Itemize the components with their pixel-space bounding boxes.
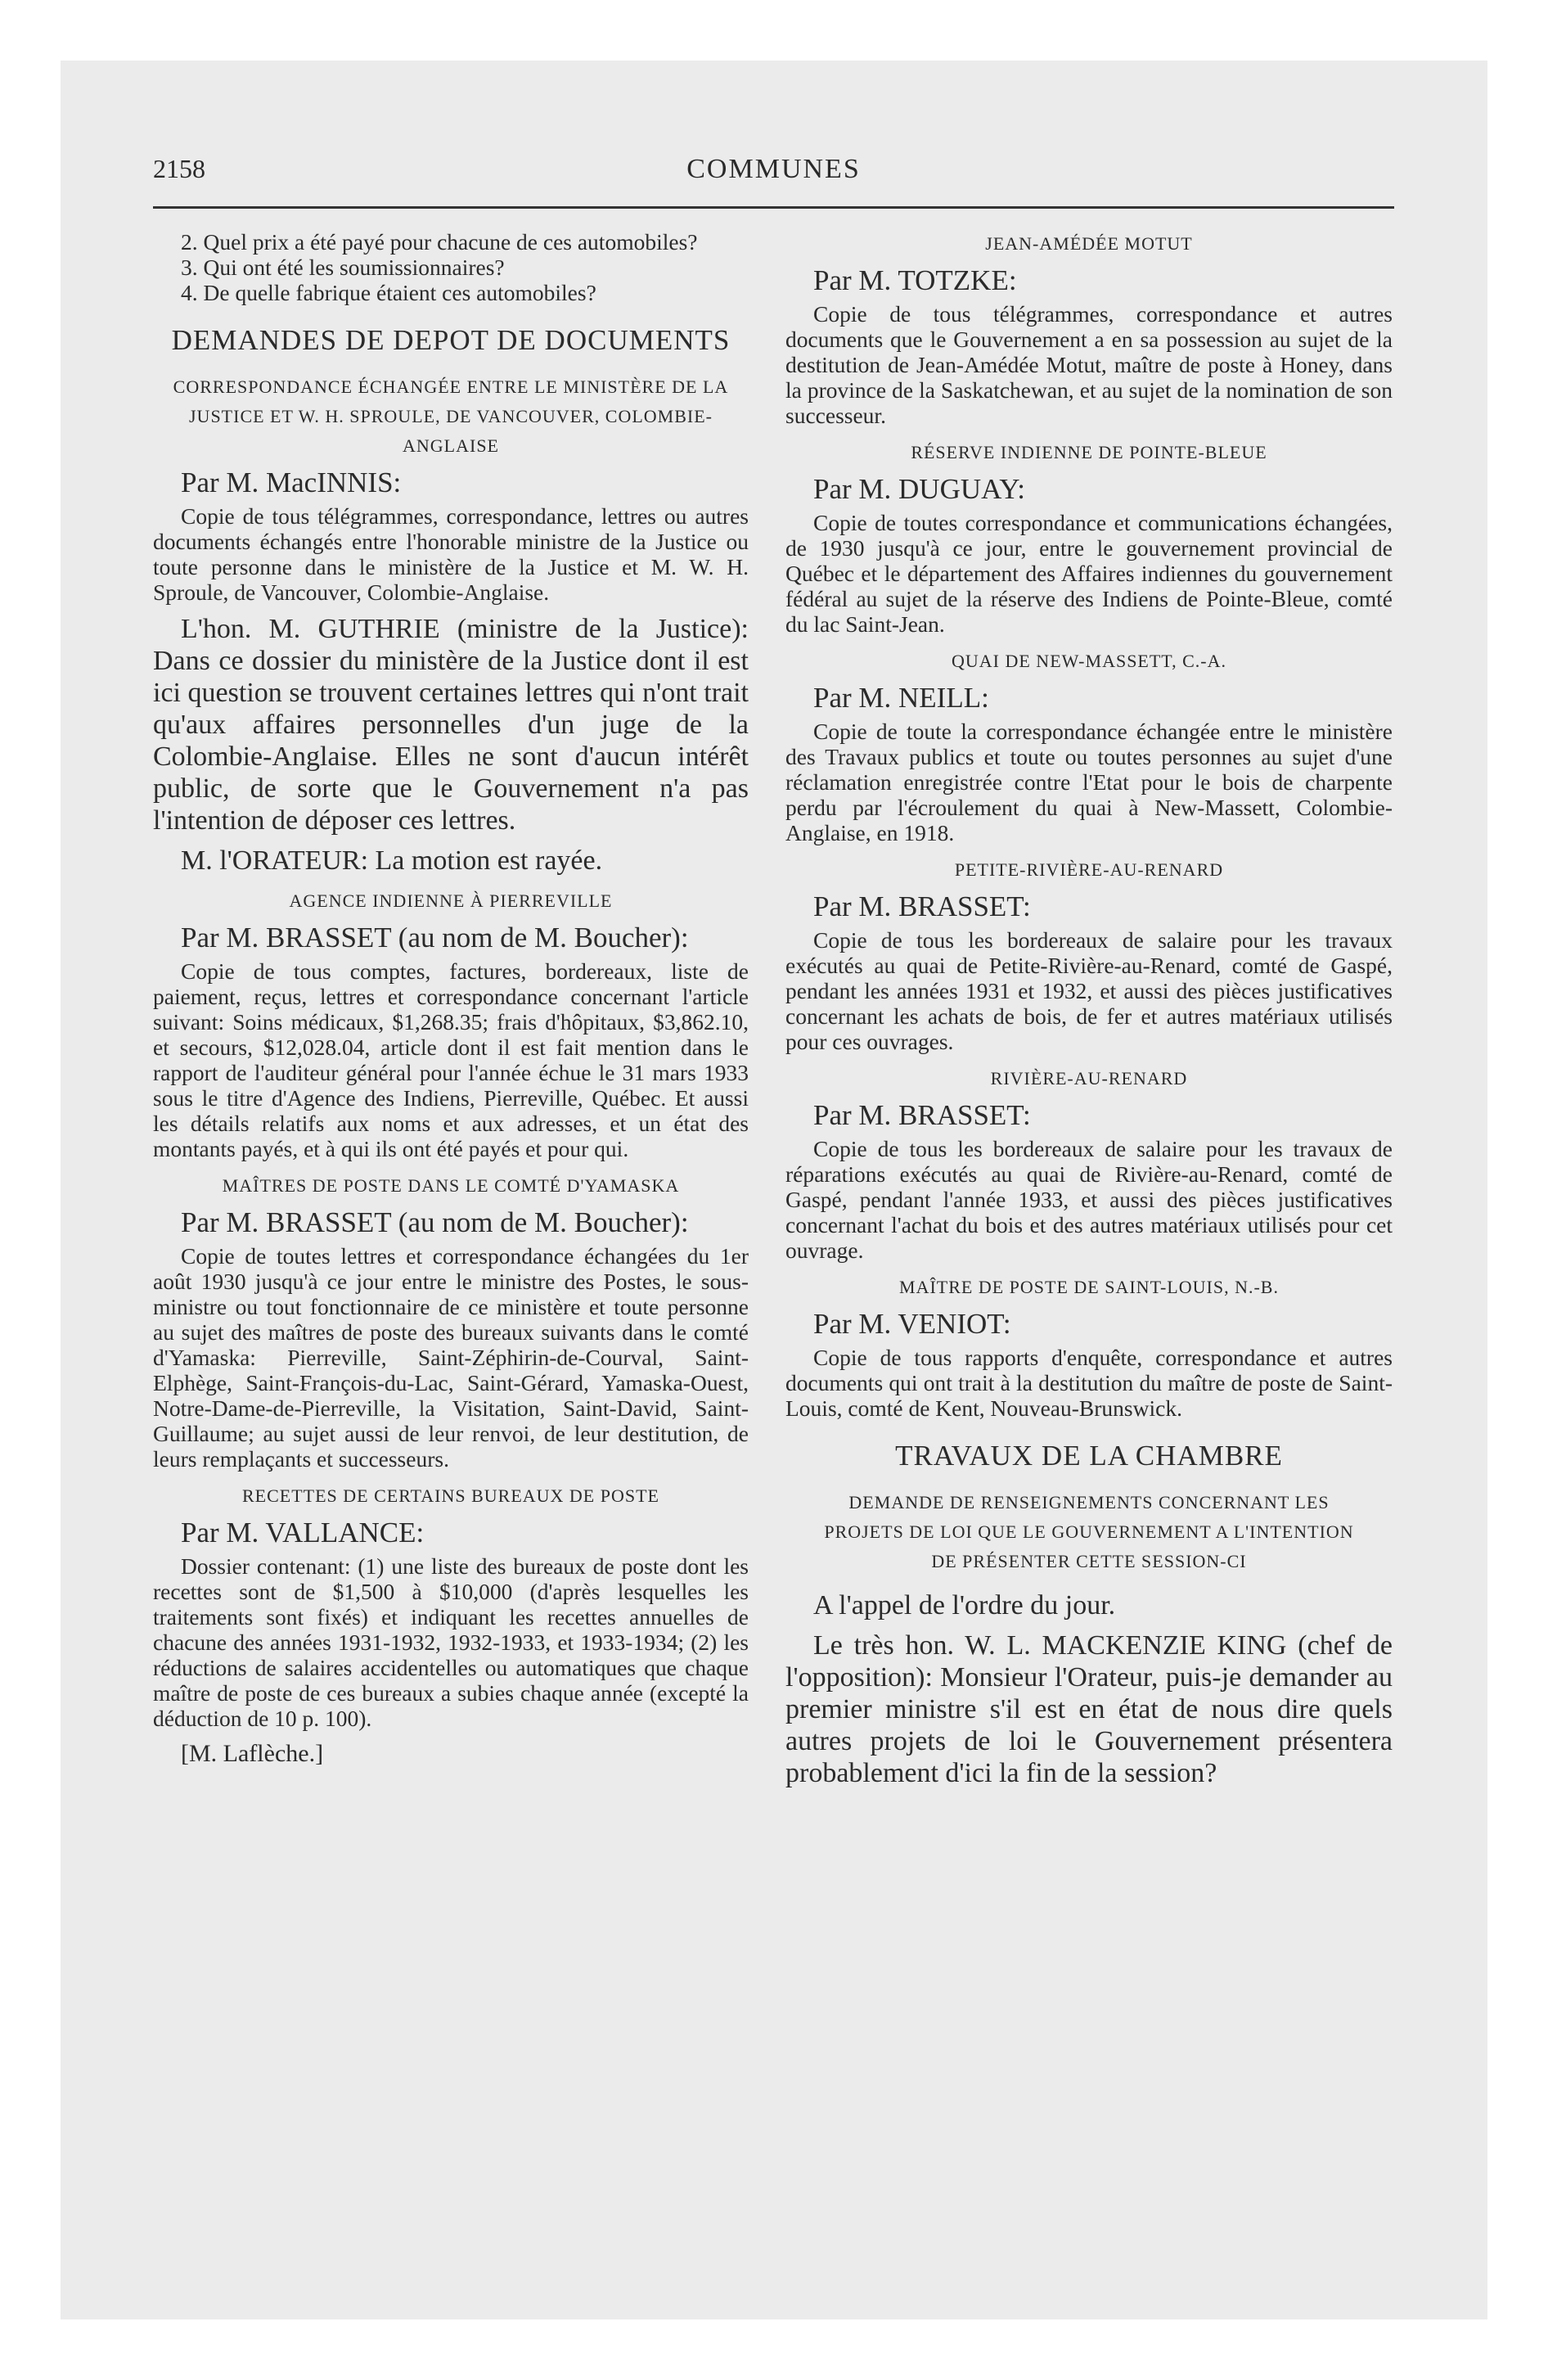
r1-text: Copie de tous télégrammes, correspondance et autres documents que le Gouvernement a en sa possession au sujet de la destitution de Jean-Amédée Motut, maître de poste à Honey, dans la province de la Saskatchewan, et au sujet de la nomination de son successeur. (785, 301, 1393, 428)
s3-title: MAÎTRES DE POSTE DANS LE COMTÉ D'YAMASKA (222, 1175, 680, 1196)
s1-text: Copie de tous télégrammes, correspondance, lettres ou autres documents échangés entre l'honorable ministre de la Justice ou toute personne dans le ministère de la Justice et M. W. H. Sproule, de Vancouver, Colombie-Anglaise. (153, 503, 749, 605)
s1-reply: L'hon. M. GUTHRIE (ministre de la Justice): Dans ce dossier du ministère de la Justice dont il est ici question se trouvent certaines lettres qui n'ont trait qu'aux affaires personnelles d'un juge de la Colombie-Anglaise. Elles ne sont d'aucun intérêt public, de sorte que le Gouvernement n'a pas l'intention de déposer ces lettres. (153, 614, 749, 836)
r5-title: RIVIÈRE-AU-RENARD (990, 1068, 1188, 1089)
r5-text: Copie de tous les bordereaux de salaire pour les travaux de réparations exécutés au quai de Rivière-au-Renard, comté de Gaspé, pendant l'année 1933, et aussi des pièces justificatives concernant l'achat du bois et des autres matériaux utilisés pour cet ouvrage. (785, 1136, 1393, 1263)
r4-mover: Par M. BRASSET: (813, 890, 1031, 922)
r1-title: JEAN-AMÉDÉE MOTUT (985, 233, 1193, 254)
s4-title: RECETTES DE CERTAINS BUREAUX DE POSTE (242, 1485, 659, 1506)
s4-text: Dossier contenant: (1) une liste des bureaux de poste dont les recettes sont de $1,500 à $10,000 (d'après lesquelles les traitements sont fixés) et indiquant les recettes annuelles de chacune des années 1931-1932, 1932-1933, et 1933-1934; (2) les réductions de salaires accidentelles ou automatiques que chaque maître de poste de ces bureaux a subies chaque année (excepté la déduction de 10 p. 100). (153, 1553, 749, 1731)
header-rule (153, 206, 1394, 209)
r4-text: Copie de tous les bordereaux de salaire pour les travaux exécutés au quai de Petite-Rivière-au-Renard, comté de Gaspé, pendant les années 1931 et 1932, et aussi des pièces justificatives concernant les achats de bois, de fer et autres matériaux utilisés pour ces ouvrages. (785, 927, 1393, 1054)
s1-mover: Par M. MacINNIS: (181, 467, 402, 498)
s4-mover: Par M. VALLANCE: (181, 1517, 425, 1548)
section-title: DEMANDES DE DEPOT DE DOCUMENTS (171, 324, 731, 356)
s3-text: Copie de toutes lettres et correspondance échangées du 1er août 1930 jusqu'à ce jour entre le ministre des Postes, le sous-ministre ou tout fonctionnaire de ce ministère et toute personne au sujet des maîtres de poste des bureaux suivants dans le comté d'Yamaska: Pierreville, Saint-Zéphirin-de-Courval, Saint-Elphège, Saint-François-du-Lac, Saint-Gérard, Yamaska-Ouest, Notre-Dame-de-Pierreville, la Visitation, Saint-David, Saint-Guillaume; au sujet aussi de leur renvoi, de leur destitution, de leurs remplaçants et successeurs. (153, 1243, 749, 1472)
left-column (153, 229, 749, 1769)
r3-text: Copie de toute la correspondance échangée entre le ministère des Travaux publics et toute ou toutes personnes au sujet d'une réclamation enregistrée contre l'Etat pour le bois de charpente perdu par l'écroulement du quai à New-Massett, Colombie-Anglaise, en 1918. (785, 719, 1393, 845)
travaux-subtitle: DEMANDE DE RENSEIGNEMENTS CONCERNANT LES PROJETS DE LOI QUE LE GOUVERNEMENT A L'INTENTION DE PRÉSENTER CETTE SESSION-CI (824, 1492, 1354, 1571)
r3-title: QUAI DE NEW-MASSETT, C.-A. (951, 651, 1226, 671)
page-number: 2158 (153, 154, 205, 183)
travaux-title: TRAVAUX DE LA CHAMBRE (895, 1440, 1283, 1472)
s4-signature: [M. Laflèche.] (181, 1740, 324, 1767)
r4-title: PETITE-RIVIÈRE-AU-RENARD (954, 859, 1224, 880)
r6-title: MAÎTRE DE POSTE DE SAINT-LOUIS, N.-B. (899, 1277, 1279, 1297)
question-2: 2. Quel prix a été payé pour chacune de ces automobiles? (181, 229, 698, 255)
r2-mover: Par M. DUGUAY: (813, 473, 1025, 505)
s2-mover: Par M. BRASSET (au nom de M. Boucher): (181, 922, 689, 953)
r1-mover: Par M. TOTZKE: (813, 264, 1017, 296)
s2-text: Copie de tous comptes, factures, bordereaux, liste de paiement, reçus, lettres et correspondance concernant l'article suivant: Soins médicaux, $1,268.35; frais d'hôpitaux, $3,862.10, et secours, $12,028.04, article dont il est fait mention dans le rapport de l'auditeur général pour l'année échue le 31 mars 1933 sous le titre d'Agence des Indiens, Pierreville, Québec. Et aussi les détails relatifs aux noms et aux adresses, et un état des montants payés, et à qui ils ont été payés et pour qui. (153, 958, 749, 1161)
travaux-speech: Le très hon. W. L. MACKENZIE KING (chef de l'opposition): Monsieur l'Orateur, puis-je demander au premier ministre s'il est en état de nous dire quels autres projets de loi le Gouvernement présentera probablement d'ici la fin de la session? (785, 1630, 1393, 1788)
page-header (153, 154, 1394, 195)
r5-mover: Par M. BRASSET: (813, 1099, 1031, 1131)
s2-title: AGENCE INDIENNE À PIERREVILLE (289, 890, 613, 911)
right-column (785, 229, 1393, 1789)
question-3: 3. Qui ont été les soumissionnaires? (181, 255, 505, 280)
question-4: 4. De quelle fabrique étaient ces automobiles? (181, 280, 596, 305)
r6-text: Copie de tous rapports d'enquête, correspondance et autres documents qui ont trait à la destitution du maître de poste de Saint-Louis, comté de Kent, Nouveau-Brunswick. (785, 1345, 1393, 1421)
travaux-line: A l'appel de l'ordre du jour. (813, 1590, 1116, 1620)
running-title: COMMUNES (686, 154, 861, 184)
r3-mover: Par M. NEILL: (813, 682, 989, 714)
r2-text: Copie de toutes correspondance et communications échangées, de 1930 jusqu'à ce jour, entre le gouvernement provincial de Québec et le département des Affaires indiennes du gouvernement fédéral au sujet de la réserve des Indiens de Pointe-Bleue, comté du lac Saint-Jean. (785, 510, 1393, 637)
r6-mover: Par M. VENIOT: (813, 1308, 1011, 1340)
s1-title: CORRESPONDANCE ÉCHANGÉE ENTRE LE MINISTÈRE DE LA JUSTICE ET W. H. SPROULE, DE VANCOUVER, COLOMBIE-ANGLAISE (173, 376, 729, 456)
s3-mover: Par M. BRASSET (au nom de M. Boucher): (181, 1206, 689, 1238)
r2-title: RÉSERVE INDIENNE DE POINTE-BLEUE (911, 442, 1267, 462)
s1-ruling: M. l'ORATEUR: La motion est rayée. (181, 845, 603, 876)
